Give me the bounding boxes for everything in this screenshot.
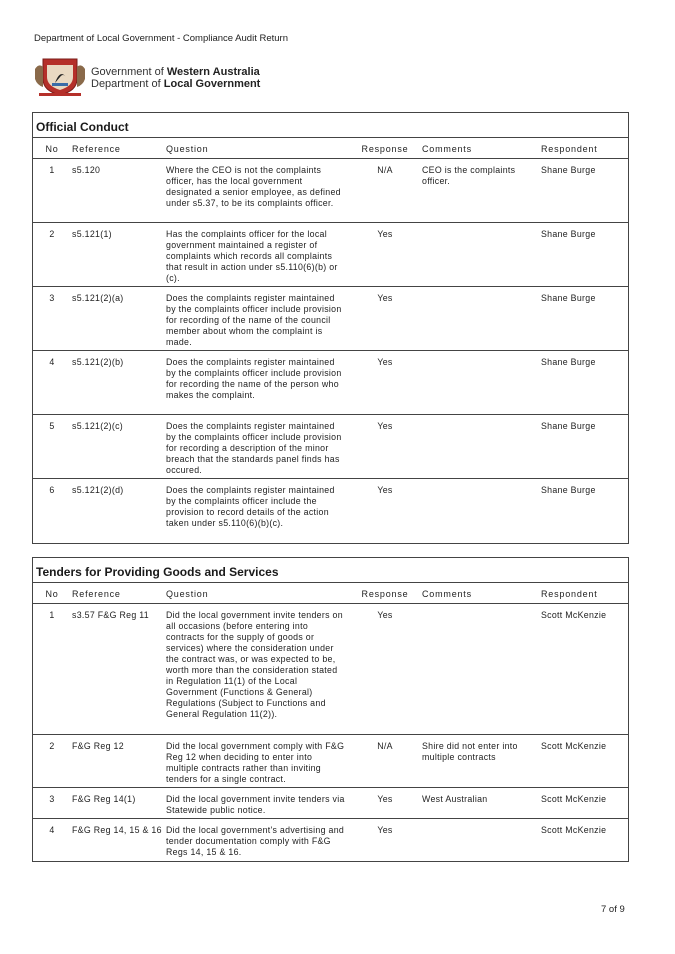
cell-respondent: Shane Burge: [541, 357, 596, 367]
cell-response: Yes: [377, 485, 393, 495]
document-header: Department of Local Government - Compliance Audit Return: [34, 33, 288, 44]
page-number: 7 of 9: [601, 904, 625, 915]
cell-question: Did the local government's advertising and tender documentation comply with F&G Regs 14, 15 & 16.: [166, 825, 345, 857]
cell-question: Does the complaints register maintained by the complaints officer include provision for recording of the name of the council member about whom the complaint is made.: [166, 293, 342, 347]
cell-response: Yes: [377, 610, 393, 620]
cell-question: Does the complaints register maintained by the complaints officer include the provision to record details of the action taken under s5.110(6)(b)(c).: [166, 485, 335, 528]
table-header-row: [33, 583, 628, 604]
table-row: [33, 415, 628, 479]
cell-comments: CEO is the complaints officer.: [422, 165, 516, 186]
cell-reference: F&G Reg 14, 15 & 16: [72, 825, 162, 835]
table-row: [33, 351, 628, 415]
table-row: [33, 223, 628, 287]
logo-text: Government of Western Australia Department of Local Government: [91, 66, 261, 90]
column-header-comments: Comments: [422, 589, 472, 599]
section-official-conduct: [32, 112, 629, 544]
table-row: [33, 819, 628, 861]
cell-no: 6: [49, 485, 55, 495]
column-header-response: Response: [361, 589, 409, 599]
cell-question: Did the local government invite tenders via Statewide public notice.: [166, 794, 345, 815]
table-header-row: [33, 138, 628, 159]
coat-of-arms-icon: [33, 55, 87, 97]
cell-question: Does the complaints register maintained by the complaints officer include provision for recording the name of the person who makes the complaint.: [166, 357, 342, 400]
cell-reference: s5.121(2)(b): [72, 357, 124, 367]
cell-no: 2: [49, 229, 55, 239]
section-title: Tenders for Providing Goods and Services: [36, 565, 279, 579]
cell-question: Did the local government invite tenders on all occasions (before entering into contracts for the supply of goods or services) where the consideration under the contract was, or was expected to be, worth more than the consideration stated in Regulation 11(1) of the Local Government (Functions & General) Regulations (Subject to Functions and General Regulation 11(2)).: [166, 610, 343, 719]
column-header-response: Response: [361, 144, 409, 154]
cell-question: Has the complaints officer for the local government maintained a register of complaints which records all complaints that result in action under s5.110(6)(b) or (c).: [166, 229, 338, 283]
column-header-respondent: Respondent: [541, 144, 598, 154]
cell-no: 5: [49, 421, 55, 431]
column-header-question: Question: [166, 144, 209, 154]
cell-reference: F&G Reg 12: [72, 741, 124, 751]
cell-respondent: Shane Burge: [541, 421, 596, 431]
column-header-question: Question: [166, 589, 209, 599]
column-header-respondent: Respondent: [541, 589, 598, 599]
audit-table: [33, 582, 628, 861]
cell-reference: F&G Reg 14(1): [72, 794, 136, 804]
cell-respondent: Shane Burge: [541, 229, 596, 239]
cell-comments: Shire did not enter into multiple contracts: [422, 741, 518, 762]
cell-response: Yes: [377, 825, 393, 835]
cell-response: N/A: [377, 741, 393, 751]
cell-question: Does the complaints register maintained by the complaints officer include provision for recording a description of the minor breach that the standards panel finds has occured.: [166, 421, 342, 475]
cell-response: Yes: [377, 794, 393, 804]
cell-response: Yes: [377, 357, 393, 367]
column-header-comments: Comments: [422, 144, 472, 154]
cell-response: Yes: [377, 293, 393, 303]
government-logo: [33, 55, 293, 97]
cell-no: 1: [49, 610, 55, 620]
column-header-no: No: [45, 144, 59, 154]
cell-response: Yes: [377, 421, 393, 431]
table-row: [33, 735, 628, 788]
cell-respondent: Scott McKenzie: [541, 741, 607, 751]
section-title: Official Conduct: [36, 120, 129, 134]
audit-table: [33, 137, 628, 543]
cell-respondent: Shane Burge: [541, 165, 596, 175]
table-row: [33, 287, 628, 351]
cell-respondent: Shane Burge: [541, 293, 596, 303]
cell-question: Where the CEO is not the complaints officer, has the local government designated a senior employee, as defined under s5.37, to be its complaints officer.: [166, 165, 341, 208]
cell-no: 4: [49, 825, 55, 835]
cell-reference: s5.121(1): [72, 229, 112, 239]
column-header-no: No: [45, 589, 59, 599]
cell-reference: s5.121(2)(d): [72, 485, 124, 495]
cell-no: 3: [49, 293, 55, 303]
table-row: [33, 479, 628, 543]
column-header-reference: Reference: [72, 589, 121, 599]
cell-reference: s5.120: [72, 165, 101, 175]
cell-no: 3: [49, 794, 55, 804]
cell-no: 1: [49, 165, 55, 175]
cell-comments: West Australian: [422, 794, 488, 804]
cell-respondent: Scott McKenzie: [541, 825, 607, 835]
cell-reference: s3.57 F&G Reg 11: [72, 610, 150, 620]
section-tenders: [32, 557, 629, 862]
cell-respondent: Scott McKenzie: [541, 610, 607, 620]
table-row: [33, 604, 628, 735]
cell-no: 4: [49, 357, 55, 367]
cell-respondent: Shane Burge: [541, 485, 596, 495]
table-row: [33, 159, 628, 223]
cell-response: N/A: [377, 165, 393, 175]
cell-reference: s5.121(2)(c): [72, 421, 124, 431]
cell-no: 2: [49, 741, 55, 751]
column-header-reference: Reference: [72, 144, 121, 154]
cell-response: Yes: [377, 229, 393, 239]
cell-respondent: Scott McKenzie: [541, 794, 607, 804]
cell-question: Did the local government comply with F&G Reg 12 when deciding to enter into multiple contracts rather than inviting tenders for a single contract.: [166, 741, 345, 784]
table-row: [33, 788, 628, 819]
cell-reference: s5.121(2)(a): [72, 293, 124, 303]
